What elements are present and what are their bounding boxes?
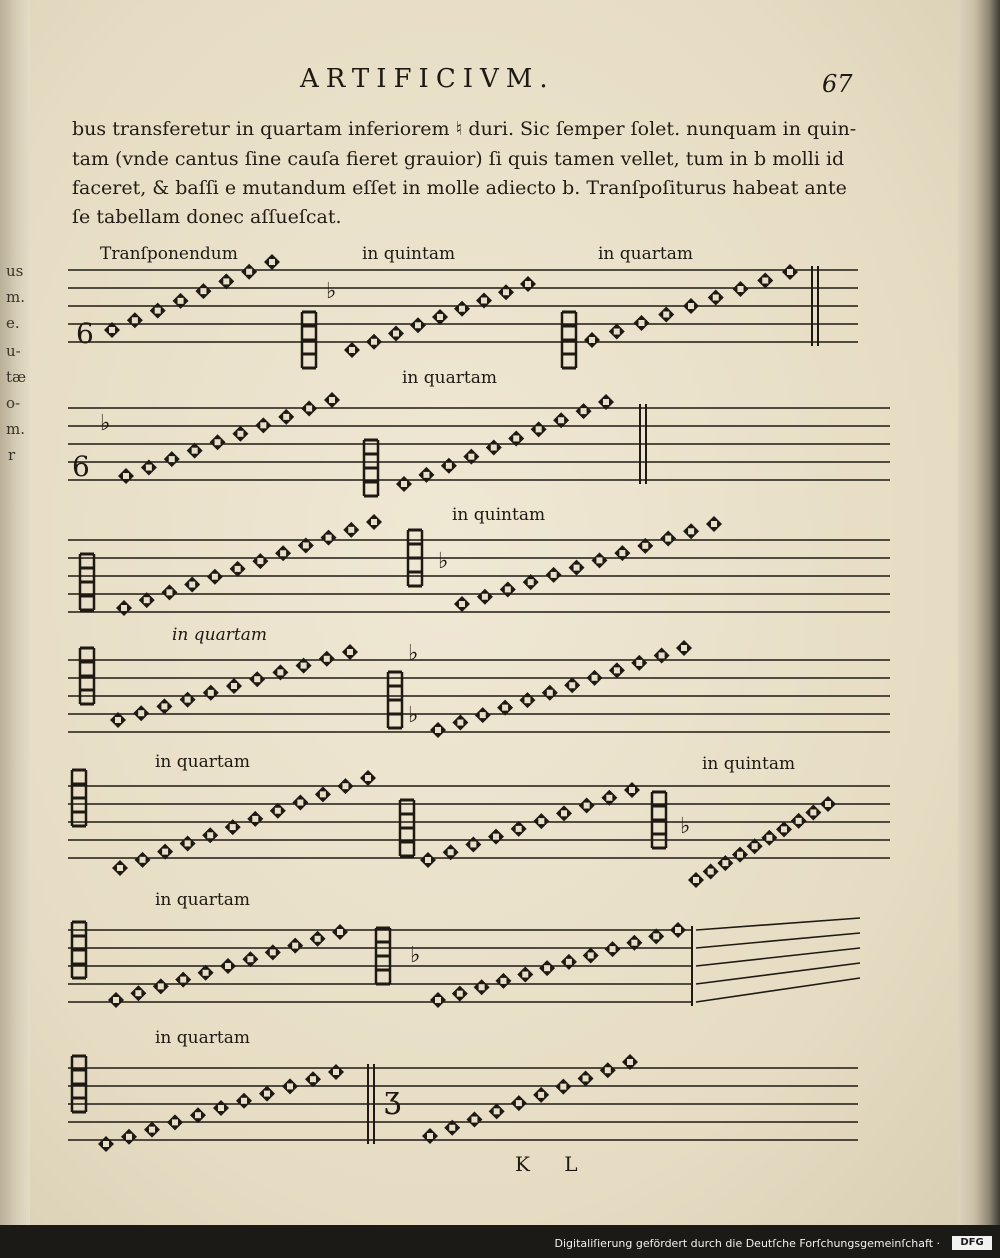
note-hollow [561,810,567,816]
note-hollow [629,787,635,793]
note-hollow [264,1091,270,1097]
note-hollow [230,824,236,830]
note-hollow [252,816,258,822]
note-hollow [574,565,580,571]
note-hollow [606,795,612,801]
note-hollow [158,983,164,989]
note-hollow [457,720,463,726]
note-hollow [584,803,590,809]
note-hollow [146,465,152,471]
note-hollow [437,314,443,320]
note-hollow [297,800,303,806]
note-hollow [663,312,669,318]
note-hollow [468,454,474,460]
clef-sign: 6 [76,317,94,350]
note-hollow [766,835,772,841]
note-hollow [203,970,209,976]
spine-fragment: tæ [6,368,27,386]
note-hollow [479,984,485,990]
note-hollow [525,281,531,287]
page-number: 67 [822,70,853,98]
note-hollow [144,597,150,603]
label-in-quartam: in quartam [402,368,497,388]
note-hollow [513,435,519,441]
spine-fragment: o- [6,394,21,412]
spine-fragment: m. [6,420,25,438]
note-hollow [471,1117,477,1123]
note-hollow [169,456,175,462]
note-hollow [215,439,221,445]
note-hollow [551,572,557,578]
note-hollow [781,826,787,832]
note-hollow [544,965,550,971]
label-in-quartam: in quartam [155,1028,250,1048]
note-hollow [115,717,121,723]
note-hollow [371,339,377,345]
flat-sign: ♭ [408,703,419,728]
note-hollow [178,298,184,304]
flat-sign: ♭ [100,411,111,436]
note-hollow [235,566,241,572]
note-hollow [132,317,138,323]
note-hollow [207,832,213,838]
note-hollow [324,656,330,662]
note-hollow [538,1092,544,1098]
note-hollow [109,327,115,333]
note-hollow [688,303,694,309]
label-in-quartam: in quartam [155,890,250,910]
label-in-quartam: in quartam [598,244,693,264]
note-hollow [277,669,283,675]
body-text-line: ſe tabellam donec aſſueſcat. [72,206,342,228]
note-hollow [588,952,594,958]
note-hollow [155,308,161,314]
note-hollow [825,801,831,807]
note-hollow [619,550,625,556]
note-hollow [592,675,598,681]
note-hollow [123,473,129,479]
note-hollow [103,1141,109,1147]
note-hollow [195,1112,201,1118]
flat-sign: ♭ [410,943,421,968]
spine-fragment: e. [6,314,20,332]
note-hollow [303,542,309,548]
note-hollow [225,963,231,969]
note-hollow [737,852,743,858]
note-hollow [566,959,572,965]
note-hollow [333,1069,339,1075]
note-hollow [223,278,229,284]
note-hollow [738,286,744,292]
note-hollow [642,543,648,549]
note-hollow [538,818,544,824]
note-hollow [260,422,266,428]
note-hollow [494,1108,500,1114]
note-hollow [113,997,119,1003]
note-hollow [449,1125,455,1131]
clef-sign: 6 [72,450,90,483]
note-hollow [401,481,407,487]
note-hollow [435,997,441,1003]
note-hollow [524,697,530,703]
note-hollow [254,676,260,682]
note-hollow [306,405,312,411]
note-hollow [180,977,186,983]
note-hollow [627,1059,633,1065]
note-hollow [610,946,616,952]
note-hollow [247,956,253,962]
note-hollow [581,408,587,414]
note-hollow [762,278,768,284]
note-hollow [337,929,343,935]
note-hollow [560,1084,566,1090]
staff-line [696,918,860,930]
note-hollow [140,857,146,863]
note-hollow [528,579,534,585]
body-text-line: bus transferetur in quartam inferiorem ♮ duri. Sic ſemper ſolet. nunquam in quin- [72,118,857,140]
note-hollow [425,857,431,863]
note-hollow [415,322,421,328]
label-in-quartam: in quartam [155,752,250,772]
note-hollow [448,849,454,855]
note-hollow [480,712,486,718]
note-hollow [558,417,564,423]
note-hollow [516,1100,522,1106]
note-hollow [135,990,141,996]
body-text-line: faceret, & baſſi e mutandum eſſet in molle adiecto b. Tranſpoſiturus habeat ante [72,177,847,199]
clef-sign: ʒ [384,1081,401,1116]
note-hollow [589,337,595,343]
note-hollow [516,826,522,832]
label-transponendum: Tranſponendum [100,244,238,264]
note-hollow [138,710,144,716]
note-hollow [269,259,275,265]
note-hollow [121,605,127,611]
note-hollow [348,527,354,533]
spine-fragment: m. [6,288,25,306]
note-hollow [326,535,332,541]
note-hollow [280,550,286,556]
note-hollow [605,1067,611,1073]
note-hollow [208,690,214,696]
spine-fragment: us [6,262,24,280]
label-in-quintam: in quintam [702,754,796,774]
note-hollow [500,978,506,984]
flat-sign: ♭ [326,279,337,304]
note-hollow [708,869,714,875]
note-hollow [603,399,609,405]
note-hollow [161,703,167,709]
note-hollow [347,649,353,655]
note-hollow [569,682,575,688]
note-hollow [536,426,542,432]
note-hollow [427,1133,433,1139]
label-in-quintam: in quintam [362,244,456,264]
note-hollow [310,1076,316,1082]
note-hollow [241,1098,247,1104]
note-hollow [505,586,511,592]
note-hollow [493,834,499,840]
note-hollow [126,1134,132,1140]
note-hollow [693,877,699,883]
digitization-credit: Digitaliſierung gefördert durch die Deutſche Forſchungsgemeinſchaft · [554,1237,940,1250]
note-hollow [752,843,758,849]
note-hollow [722,860,728,866]
note-hollow [283,414,289,420]
flat-sign: ♭ [680,814,691,839]
note-hollow [270,949,276,955]
note-hollow [457,991,463,997]
note-hollow [185,840,191,846]
note-hollow [246,269,252,275]
note-hollow [166,589,172,595]
note-hollow [614,329,620,335]
spine-fragment: u- [6,342,21,360]
note-hollow [503,289,509,295]
note-hollow [237,431,243,437]
flat-sign: ♭ [408,641,419,666]
note-hollow [459,306,465,312]
note-hollow [810,809,816,815]
note-hollow [713,295,719,301]
note-hollow [218,1105,224,1111]
note-hollow [636,660,642,666]
note-hollow [547,690,553,696]
note-hollow [470,841,476,847]
note-hollow [117,865,123,871]
note-hollow [192,448,198,454]
staff-line [696,933,860,948]
running-head: ARTIFICIVM. [300,64,555,94]
note-hollow [275,808,281,814]
note-hollow [287,1083,293,1089]
body-text-line: tam (vnde cantus ſine cauſa fieret grauior) ſi quis tamen vellet, tum in b molli id [72,148,845,170]
note-hollow [681,645,687,651]
note-hollow [231,683,237,689]
note-hollow [349,347,355,353]
note-hollow [315,936,321,942]
note-hollow [491,445,497,451]
note-hollow [257,558,263,564]
note-hollow [149,1127,155,1133]
note-hollow [435,727,441,733]
note-hollow [631,940,637,946]
note-hollow [675,927,681,933]
note-hollow [502,705,508,711]
staff-line [696,948,860,966]
note-hollow [614,667,620,673]
label-in-quartam: in quartam [172,625,267,645]
note-hollow [423,472,429,478]
note-hollow [787,269,793,275]
note-hollow [301,663,307,669]
label-in-quintam: in quintam [452,505,546,525]
note-hollow [639,320,645,326]
note-hollow [320,791,326,797]
note-hollow [481,298,487,304]
note-hollow [200,288,206,294]
note-hollow [711,521,717,527]
note-hollow [653,933,659,939]
note-hollow [172,1119,178,1125]
note-hollow [365,775,371,781]
signature-mark: K L [515,1152,592,1176]
dfg-logo: DFG [952,1236,992,1250]
note-hollow [688,528,694,534]
note-hollow [583,1075,589,1081]
note-hollow [659,652,665,658]
note-hollow [329,397,335,403]
note-hollow [796,818,802,824]
note-hollow [393,331,399,337]
note-hollow [371,519,377,525]
note-hollow [522,972,528,978]
note-hollow [189,582,195,588]
note-hollow [446,463,452,469]
flat-sign: ♭ [438,549,449,574]
note-hollow [342,783,348,789]
note-hollow [596,557,602,563]
note-hollow [162,849,168,855]
note-hollow [665,536,671,542]
spine-fragment: r [8,446,16,464]
note-hollow [292,943,298,949]
note-hollow [459,601,465,607]
note-hollow [212,574,218,580]
note-hollow [482,594,488,600]
note-hollow [185,697,191,703]
